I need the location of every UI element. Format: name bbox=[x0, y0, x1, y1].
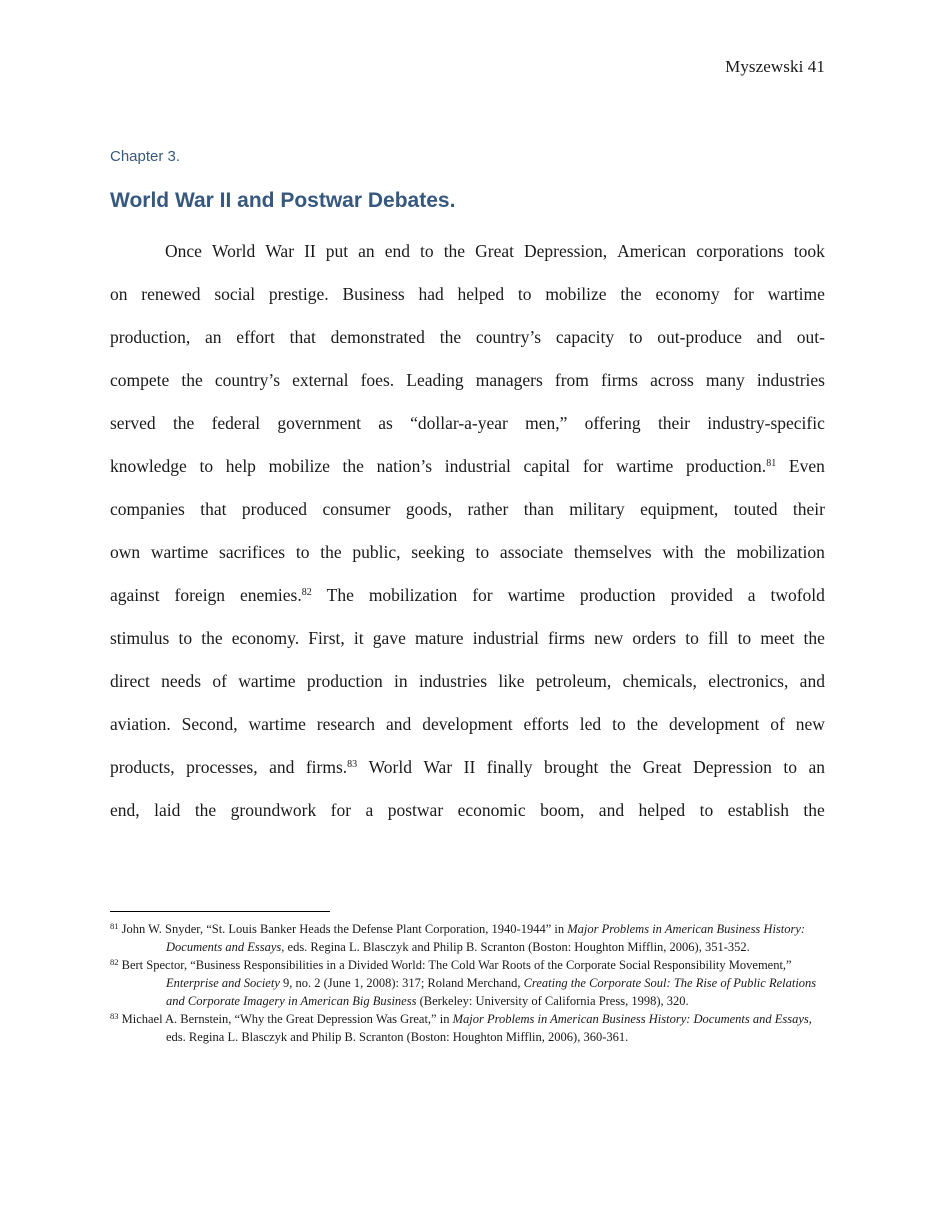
footnotes bbox=[110, 920, 830, 1046]
body-line: against foreign enemies.$^{82}$ The mobilization for wartime production provided a twofold bbox=[110, 585, 825, 605]
footnote-number: 81 bbox=[110, 921, 119, 931]
body-line: own wartime sacrifices to the public, seeking to associate themselves with the mobilization bbox=[110, 542, 825, 562]
body-line: stimulus to the economy. First, it gave mature industrial firms new orders to fill to meet the bbox=[110, 628, 825, 648]
footnote-number: 82 bbox=[110, 957, 119, 967]
footnote-ref: 81 bbox=[766, 458, 777, 469]
footnote-number: 83 bbox=[110, 1011, 119, 1021]
chapter-title: World War II and Postwar Debates. bbox=[110, 189, 456, 212]
footnote-81 bbox=[110, 920, 830, 956]
footnote-text: 9, no. 2 (June 1, 2008): 317; Roland Merchand, bbox=[279, 976, 524, 990]
footnote-title: Major Problems in American Business History: Documents and Essays, bbox=[166, 922, 806, 954]
footnote-title: Major Problems in American Business History: Documents and Essays, bbox=[452, 1012, 812, 1026]
body-line: companies that produced consumer goods, rather than military equipment, touted their bbox=[110, 499, 825, 519]
body-line: end, laid the groundwork for a postwar economic boom, and helped to establish the bbox=[110, 800, 825, 820]
body-paragraph bbox=[110, 230, 825, 832]
footnote-text: Bert Spector, “Business Responsibilities in a Divided World: The Cold War Roots of the Corporate Social Responsibility Movement,” bbox=[118, 958, 792, 972]
body-line: aviation. Second, wartime research and development efforts led to the development of new bbox=[110, 714, 825, 734]
footnote-text: John W. Snyder, “St. Louis Banker Heads the Defense Plant Corporation, 1940-1944” in bbox=[118, 922, 568, 936]
footnote-separator bbox=[110, 911, 330, 912]
footnote-text: (Berkeley: University of California Press, 1998), 320. bbox=[416, 994, 689, 1008]
footnote-text: Michael A. Bernstein, “Why the Great Depression Was Great,” in bbox=[118, 1012, 453, 1026]
running-header: Myszewski 41 bbox=[725, 57, 825, 76]
footnote-ref: 83 bbox=[347, 759, 358, 770]
body-line: on renewed social prestige. Business had helped to mobilize the economy for wartime bbox=[110, 284, 825, 304]
footnote-title: Creating the Corporate Soul: The Rise of Public Relations and Corporate Imagery in American Big Business bbox=[166, 976, 817, 1008]
body-line: products, processes, and firms.$^{83}$ World War II finally brought the Great Depression to an bbox=[110, 757, 825, 777]
footnote-82 bbox=[110, 956, 830, 1010]
body-line: production, an effort that demonstrated the country’s capacity to out-produce and out- bbox=[110, 327, 825, 347]
body-line: Once World War II put an end to the Great Depression, American corporations took bbox=[165, 241, 825, 261]
footnote-83 bbox=[110, 1010, 830, 1046]
body-line: direct needs of wartime production in industries like petroleum, chemicals, electronics, and bbox=[110, 671, 825, 691]
body-line: served the federal government as “dollar-a-year men,” offering their industry-specific bbox=[110, 413, 825, 433]
chapter-label: Chapter 3. bbox=[110, 148, 181, 165]
body-line: compete the country’s external foes. Leading managers from firms across many industries bbox=[110, 370, 825, 390]
body-line: knowledge to help mobilize the nation’s industrial capital for wartime production.$^{81}$ Even bbox=[110, 456, 825, 476]
footnote-title: Enterprise and Society bbox=[166, 976, 280, 990]
footnote-text: eds. Regina L. Blasczyk and Philip B. Scranton (Boston: Houghton Mifflin, 2006), 360-361. bbox=[166, 1030, 629, 1044]
footnote-ref: 82 bbox=[301, 587, 312, 598]
footnote-text: eds. Regina L. Blasczyk and Philip B. Scranton (Boston: Houghton Mifflin, 2006), 351-352. bbox=[284, 940, 750, 954]
